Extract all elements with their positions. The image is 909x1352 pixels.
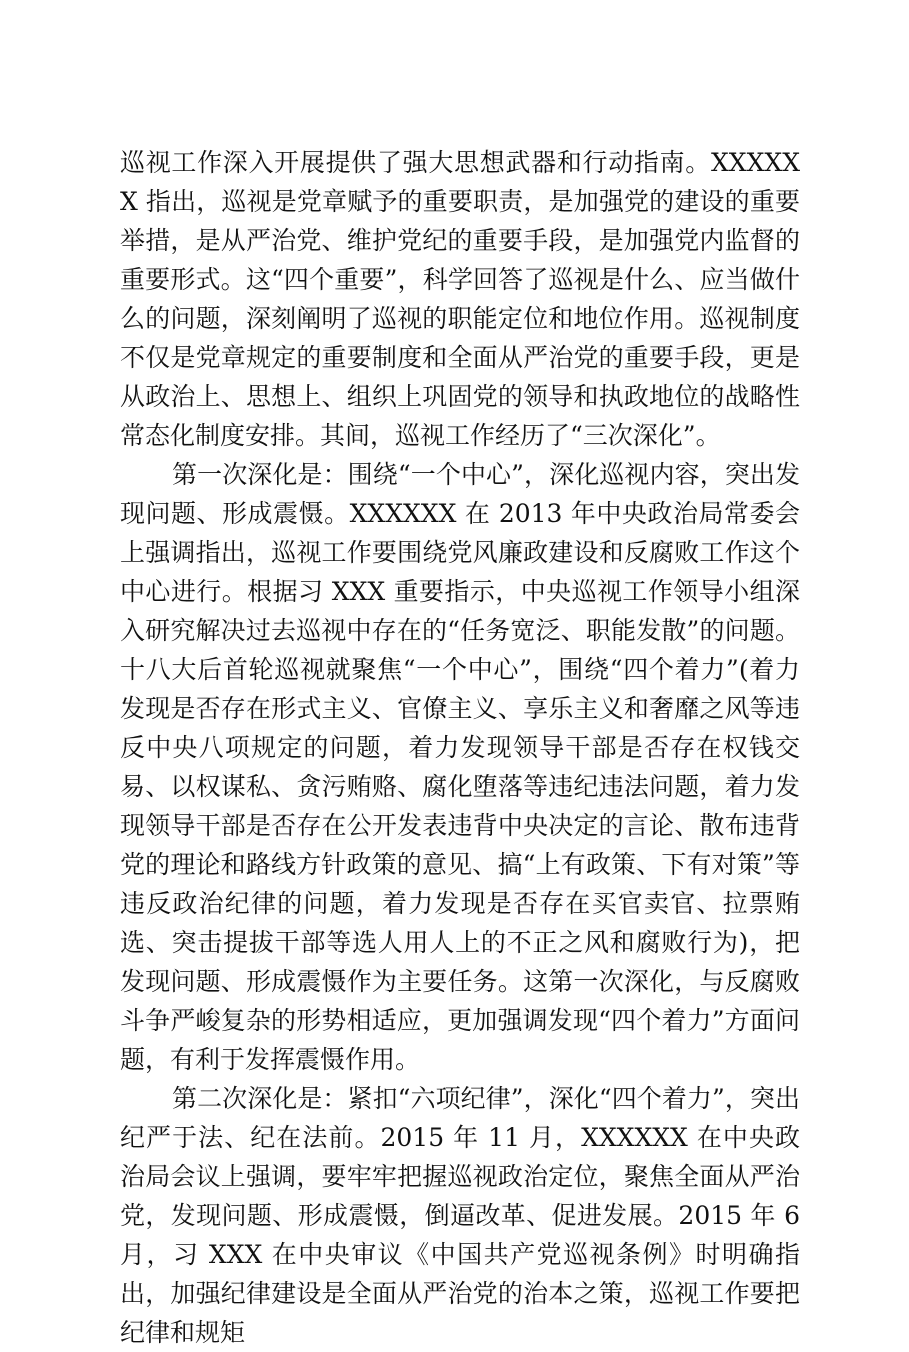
paragraph-2: 第一次深化是：围绕“一个中心”，深化巡视内容，突出发现问题、形成震慑。XXXXXX 在 2013 年中央政治局常委会上强调指出，巡视工作要围绕党风廉政建设和反腐败工作这个中心进行。根据习 XXX 重要指示，中央巡视工作领导小组深入研究解决过去巡视中存在的“任务宽泛、职能发散”的问题。十八大后首轮巡视就聚焦“一个中心”，围绕“四个着力”(着力发现是否存在形式主义、官僚主义、享乐主义和奢靡之风等违反中央八项规定的问题，着力发现领导干部是否存在权钱交易、以权谋私、贪污贿赂、腐化堕落等违纪违法问题，着力发现领导干部是否存在公开发表违背中央决定的言论、散布违背党的理论和路线方针政策的意见、搞“上有政策、下有对策”等违反政治纪律的问题，着力发现是否存在买官卖官、拉票贿选、突击提拔干部等选人用人上的不正之风和腐败行为)，把发现问题、形成震慑作为主要任务。这第一次深化，与反腐败斗争严峻复杂的形势相适应，更加强调发现“四个着力”方面问题，有利于发挥震慑作用。 [120,460,800,1074]
paragraph-3: 第二次深化是：紧扣“六项纪律”，深化“四个着力”，突出纪严于法、纪在法前。2015 年 11 月，XXXXXX 在中央政治局会议上强调，要牢牢把握巡视政治定位，聚焦全面从严治党，发现问题、形成震慑，倒逼改革、促进发展。2015 年 6 月，习 XXX 在中央审议《中国共产党巡视条例》时明确指出，加强纪律建设是全面从严治党的治本之策，巡视工作要把纪律和规矩 [120,1084,800,1347]
paragraph-1: 巡视工作深入开展提供了强大思想武器和行动指南。XXXXXX 指出，巡视是党章赋予的重要职责，是加强党的建设的重要举措，是从严治党、维护党纪的重要手段，是加强党内监督的重要形式。这“四个重要”，科学回答了巡视是什么、应当做什么的问题，深刻阐明了巡视的职能定位和地位作用。巡视制度不仅是党章规定的重要制度和全面从严治党的重要手段，更是从政治上、思想上、组织上巩固党的领导和执政地位的战略性常态化制度安排。其间，巡视工作经历了“三次深化”。 [120,148,800,450]
document-body [120,143,800,1352]
